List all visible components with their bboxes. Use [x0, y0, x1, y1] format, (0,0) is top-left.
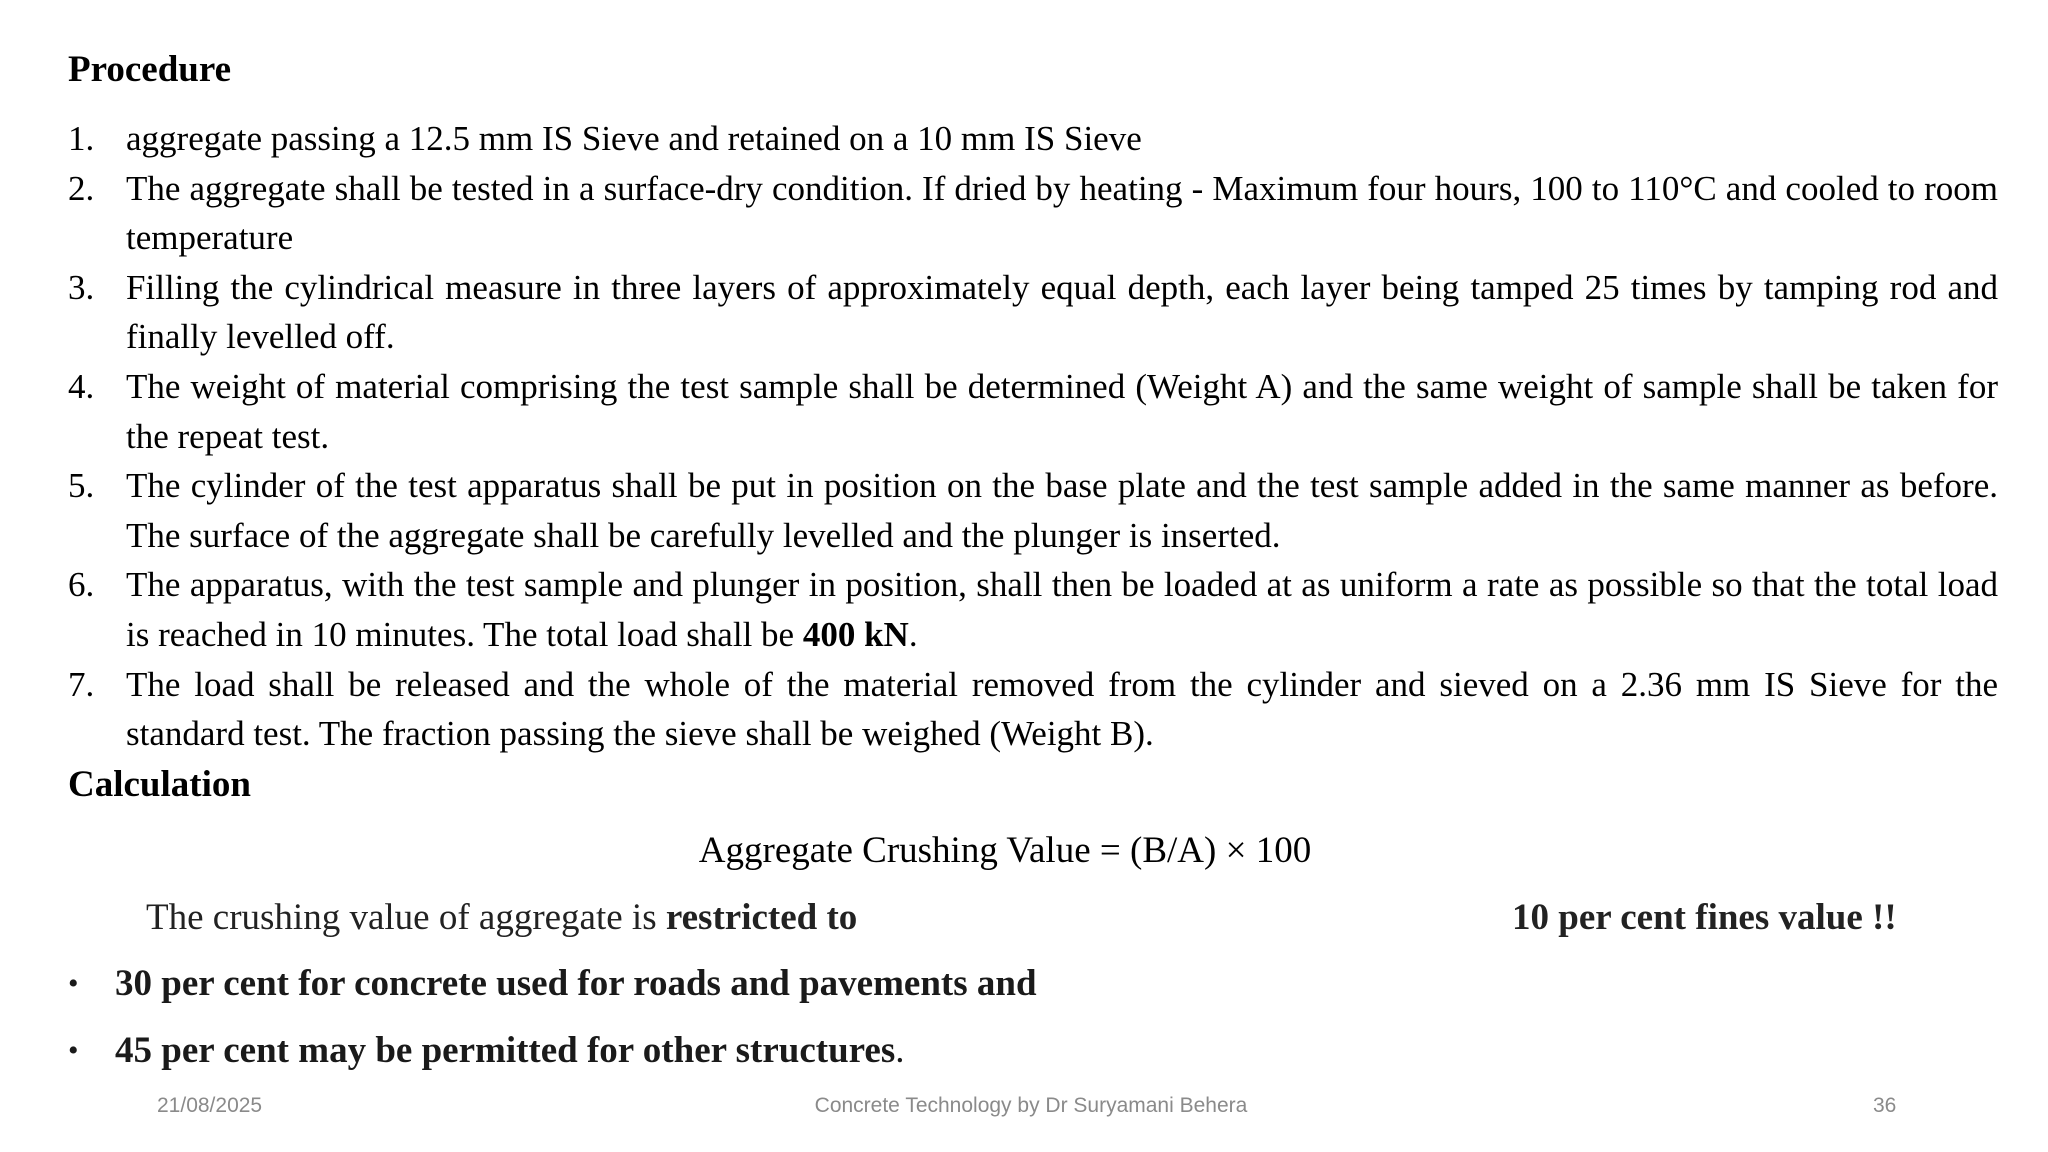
step-number: 3. [68, 267, 95, 307]
bullet-bold-text: 45 per cent may be permitted for other structures [115, 1030, 896, 1071]
fines-value-note: 10 per cent fines value !! [1512, 897, 1897, 938]
procedure-step [68, 164, 1998, 263]
procedure-heading: Procedure [68, 49, 232, 90]
procedure-step [68, 263, 1998, 362]
limit-bullet [68, 962, 1037, 1006]
restriction-bold: restricted to [665, 897, 858, 938]
procedure-steps-list [68, 114, 1998, 759]
restriction-statement [146, 896, 857, 940]
procedure-step [68, 362, 1998, 461]
step-text: The cylinder of the test apparatus shall be put in position on the base plate and the test sample added in the same manner as before. The surface of the aggregate shall be carefully levelled and the plunger is inserted. [126, 466, 1998, 555]
footer-date: 21/08/2025 [157, 1094, 263, 1117]
bullet-bold-text: 30 per cent for concrete used for roads and pavements and [115, 963, 1037, 1004]
step-number: 7. [68, 664, 95, 704]
procedure-step [68, 461, 1998, 560]
limit-bullet-list [68, 962, 1037, 1096]
limit-bullet [68, 1029, 1037, 1073]
bullet-tail: . [895, 1030, 905, 1071]
step-text: The load shall be released and the whole of the material removed from the cylinder and sieved on a 2.36 mm IS Sieve for the standard test. The fraction passing the sieve shall be weighed (Weight B). [126, 664, 1998, 754]
bullet-marker: • [68, 967, 79, 1000]
step-text: The aggregate shall be tested in a surface-dry condition. If dried by heating - Maximum four hours, 100 to 110°C and cooled to room temperature [126, 168, 1998, 258]
step-text: Filling the cylindrical measure in three layers of approximately equal depth, each layer being tamped 25 times by tamping rod and finally levelled off. [126, 267, 1998, 357]
step-text [126, 565, 1998, 654]
procedure-step [68, 660, 1998, 759]
step-number: 1. [68, 119, 95, 158]
footer-page-number: 36 [1873, 1094, 1897, 1117]
procedure-step [68, 114, 1998, 164]
step-text: aggregate passing a 12.5 mm IS Sieve and retained on a 10 mm IS Sieve [126, 119, 1142, 158]
step-number: 5. [68, 466, 95, 506]
total-load-value: 400 kN [802, 614, 909, 654]
bullet-marker: • [68, 1034, 79, 1067]
footer-title: Concrete Technology by Dr Suryamani Behera [814, 1094, 1248, 1117]
step-number: 4. [68, 366, 95, 406]
step-number: 6. [68, 565, 95, 605]
step-text: The weight of material comprising the test sample shall be determined (Weight A) and the same weight of sample shall be taken for the repeat test. [126, 366, 1998, 456]
calculation-heading: Calculation [68, 764, 251, 805]
step-text-before: The apparatus, with the test sample and plunger in position, shall then be loaded at as uniform a rate as possible so that the total load is reached in 10 minutes. The total load shall be [126, 565, 1998, 654]
crushing-value-formula: Aggregate Crushing Value = (B/A) × 100 [698, 830, 1312, 871]
restriction-text: The crushing value of aggregate is [146, 897, 666, 938]
step-text-after: . [908, 614, 918, 654]
procedure-step [68, 560, 1998, 659]
step-number: 2. [68, 168, 95, 208]
